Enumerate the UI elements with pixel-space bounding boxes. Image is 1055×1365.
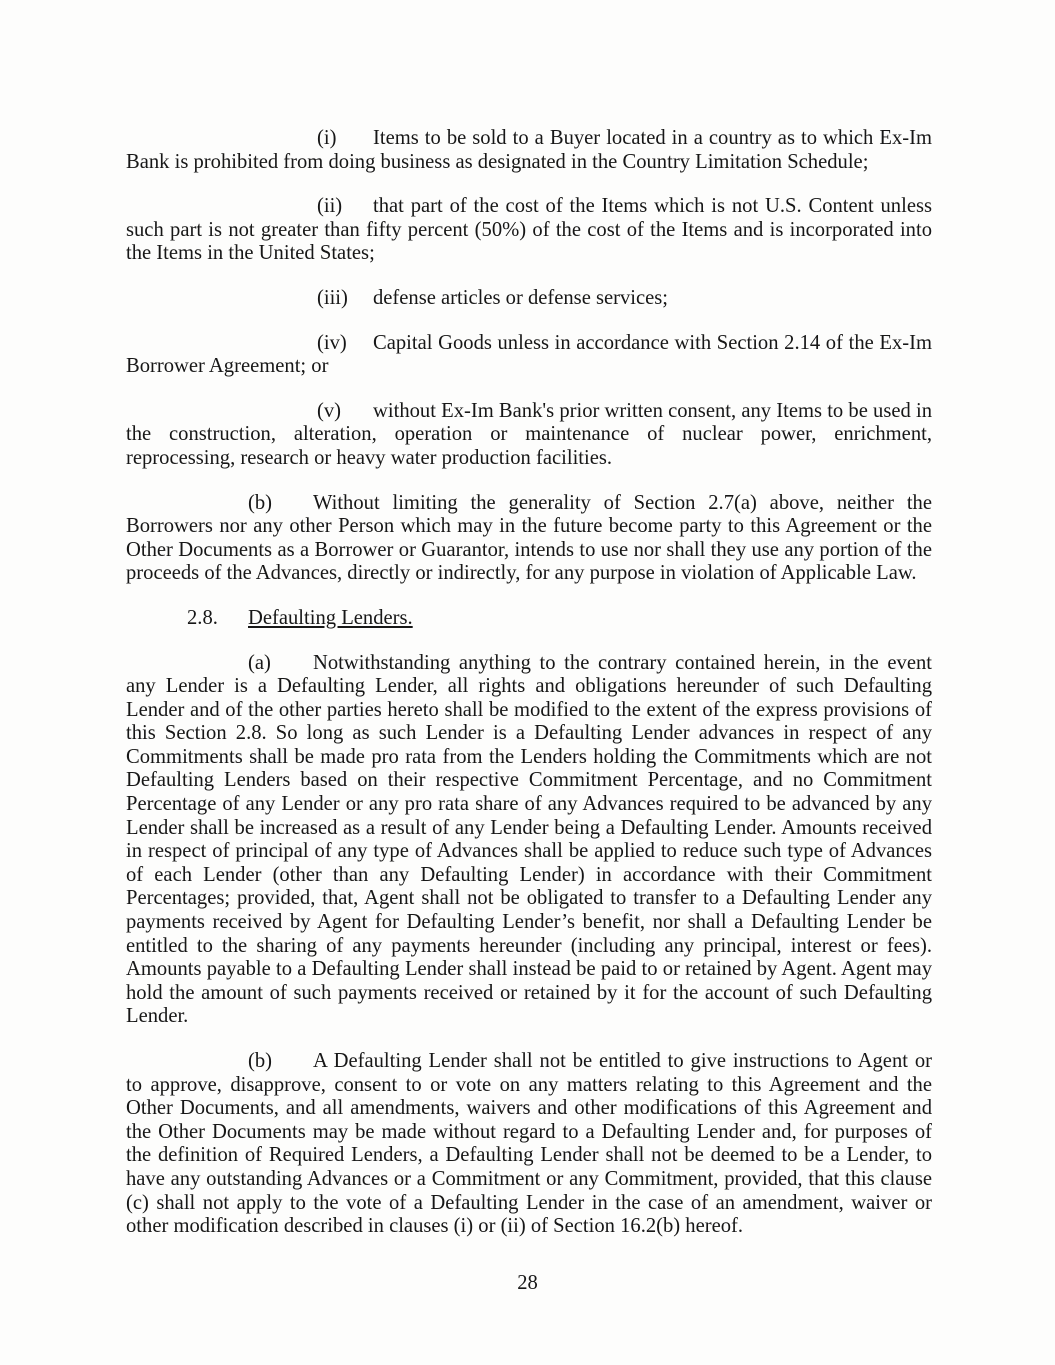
paragraph-2-8-b-text: A Defaulting Lender shall not be entitled to give instructions to Agent or to approve, disapprove, consent to or vote on any matters relating to this Agreement and the Other Documents, and all amendments, waivers and other modifications of this Agreement and the Other Documents may be made without regard to a Defaulting Lender and, for purposes of the definition of Required Lenders, a Defaulting Lender shall not be deemed to be a Lender, to have any outstanding Advances or a Commitment or any Commitment, provided, that this clause (c) shall not apply to the vote of a Defaulting Lender in the case of an amendment, waiver or other modification described in clauses (i) or (ii) of Section 16.2(b) hereof. (126, 1050, 932, 1238)
clause-iii (126, 287, 932, 311)
clause-i-label: (i) (317, 127, 337, 149)
clause-iv-label: (iv) (317, 331, 347, 354)
paragraph-2-8-a-text: Notwithstanding anything to the contrary contained herein, in the event any Lender is a Defaulting Lender, all rights and obligations hereunder of such Defaulting Lender and of the other parties hereto shall be modified to the extent of the express provisions of this Section 2.8. So long as such Lender is a Defaulting Lender advances in respect of any Commitments shall be made pro rata from the Lenders holding the Commitments which are not Defaulting Lenders based on their respective Commitment Percentage, and no Commitment Percentage of any Lender or any pro rata share of any Advances required to be advanced by any Lender shall be increased as a result of any Lender being a Defaulting Lender. Amounts received in respect of principal of any type of Advances shall be applied to reduce such type of Advances of each Lender (other than any Defaulting Lender) in accordance with their Commitment Percentages; provided, that, Agent shall not be obligated to transfer to a Defaulting Lender any payments received by Agent for Defaulting Lender’s benefit, nor shall a Defaulting Lender be entitled to the sharing of any payments hereunder (including any principal, interest or fees). Amounts payable to a Defaulting Lender shall instead be paid to or retained by Agent. Agent may hold the amount of such payments received or retained by it for the account of such Defaulting Lender. (126, 651, 932, 1028)
clause-iv (126, 332, 932, 379)
paragraph-2-8-b-label: (b) (248, 1050, 273, 1072)
paragraph-2-7-b-text: Without limiting the generality of Section 2.7(a) above, neither the Borrowers nor any other Person which may in the future become party to this Agreement or the Other Documents as a Borrower or Guarantor, intends to use nor shall they use any portion of the proceeds of the Advances, directly or indirectly, for any purpose in violation of Applicable Law. (126, 491, 932, 585)
paragraph-2-8-a-label: (a) (248, 651, 271, 674)
section-title: Defaulting Lenders. (248, 606, 413, 629)
clause-iii-text: defense articles or defense services; (373, 286, 669, 309)
section-number: 2.8. (187, 606, 218, 629)
paragraph-2-8-b (126, 1050, 932, 1239)
clause-iii-label: (iii) (317, 286, 348, 309)
clause-v-text: without Ex-Im Bank's prior written consent, any Items to be used in the construction, alteration, operation or maintenance of nuclear power, enrichment, reprocessing, research or heavy water production facilities. (126, 399, 932, 469)
paragraph-2-7-b (126, 492, 932, 586)
clause-v-label: (v) (317, 399, 342, 422)
clause-i (126, 127, 932, 174)
paragraph-2-7-b-label: (b) (248, 491, 273, 514)
clause-ii-label: (ii) (317, 195, 343, 218)
page-number: 28 (517, 1272, 538, 1294)
section-heading-2-8 (126, 607, 932, 631)
clause-ii (126, 195, 932, 266)
clause-iv-text: Capital Goods unless in accordance with Section 2.14 of the Ex-Im Borrower Agreement; or (126, 331, 932, 378)
clause-v (126, 400, 932, 471)
paragraph-2-8-a (126, 652, 932, 1030)
clause-ii-text: that part of the cost of the Items which is not U.S. Content unless such part is not greater than fifty percent (50%) of the cost of the Items and is incorporated into the Items in the United States; (126, 195, 932, 265)
clause-i-text: Items to be sold to a Buyer located in a country as to which Ex-Im Bank is prohibited from doing business as designated in the Country Limitation Schedule; (126, 127, 932, 173)
